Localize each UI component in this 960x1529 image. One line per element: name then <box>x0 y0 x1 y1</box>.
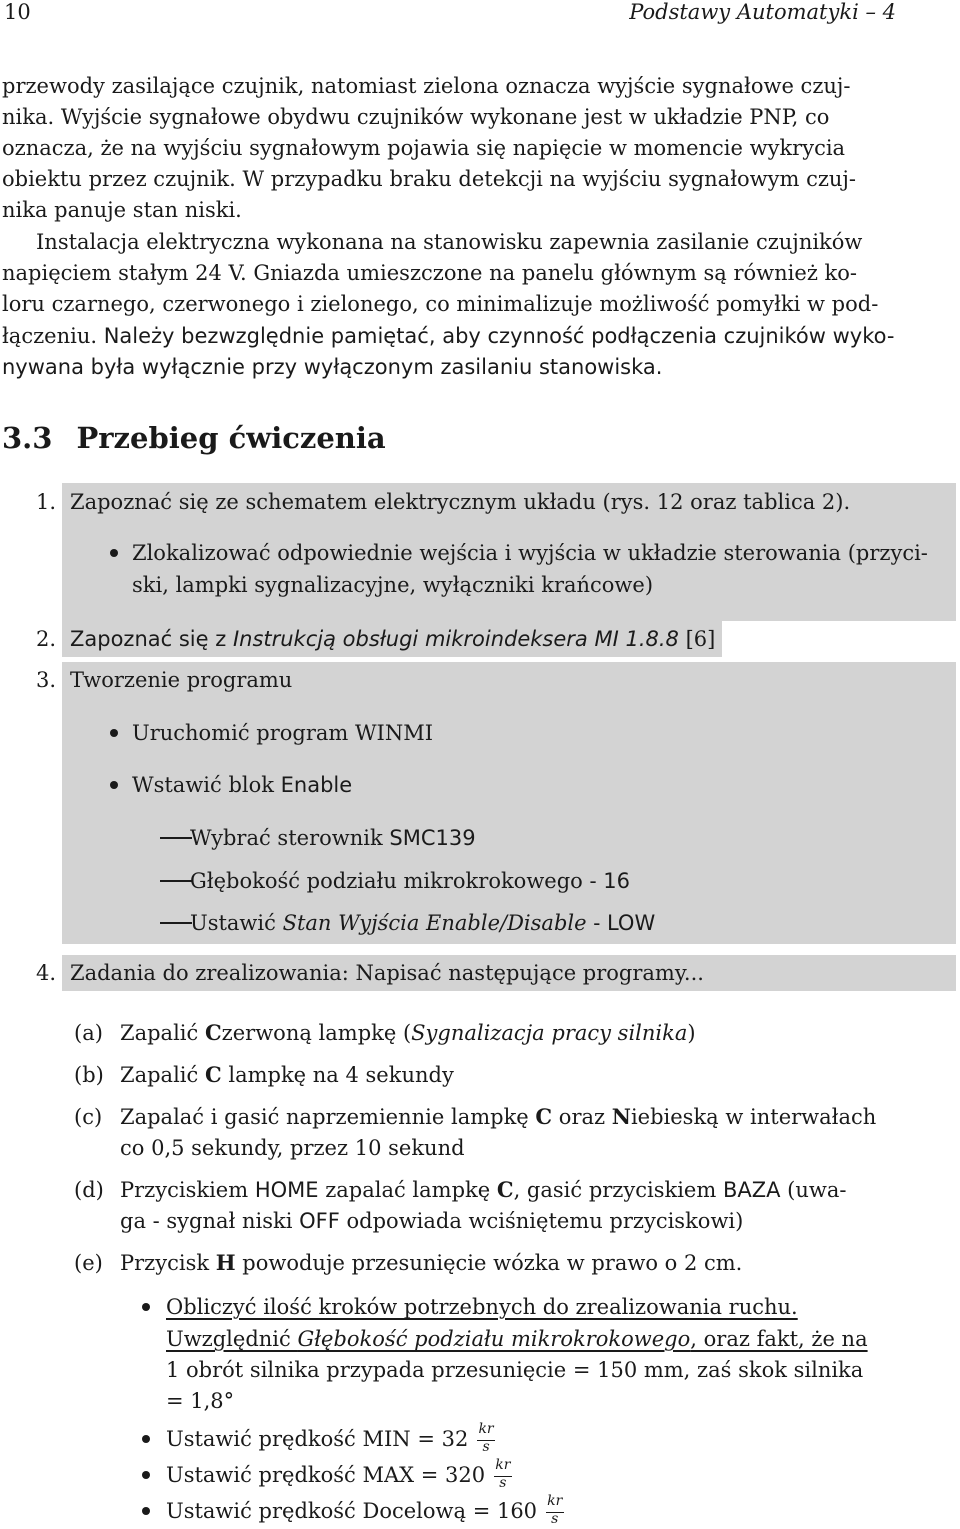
task-a-label: (a) <box>74 1021 103 1045</box>
sub-b1-line2-pre: Uwzględnić <box>166 1327 298 1351</box>
unit-denominator: s <box>551 1511 559 1527</box>
task-c-b2: N <box>611 1104 631 1129</box>
sub-b1-line2-post: , oraz fakt, że na <box>690 1327 868 1351</box>
step-3-number: 3. <box>36 668 57 692</box>
install-line-3: loru czarnego, czerwonego i zielonego, co minimalizuje możliwość pomyłki w pod- <box>2 292 879 316</box>
task-e-text <box>120 1247 742 1279</box>
task-b-text <box>120 1059 454 1091</box>
section-heading <box>2 418 386 458</box>
step-3-dash-3 <box>190 907 655 939</box>
task-d-t3: , gasić przyciskiem <box>513 1178 723 1202</box>
speed-max-text: Ustawić prędkość MAX = 320 <box>166 1463 486 1487</box>
speed-max <box>166 1459 514 1491</box>
task-d-line2-pre: ga - sygnał niski <box>120 1209 300 1233</box>
task-a-t2: zerwoną lampkę ( <box>221 1021 412 1045</box>
step-4-number: 4. <box>36 961 57 985</box>
page-number: 10 <box>4 0 31 24</box>
unit-numerator: kr <box>478 1421 494 1437</box>
controller-name: SMC139 <box>389 826 476 850</box>
step-3-highlight <box>62 662 956 944</box>
task-a-t1: Zapalić <box>120 1021 205 1045</box>
task-a-b1: C <box>204 1020 222 1045</box>
install-line-4-serif: łączeniu. <box>2 324 98 348</box>
step-3-dash-3-text: Ustawić <box>190 911 283 935</box>
step-3-bullet-2-text: Wstawić blok <box>132 773 281 797</box>
install-warning-start: Należy bezwzględnie pamiętać, aby czynność podłączenia czujników wyko- <box>97 324 895 348</box>
button-baza: BAZA <box>722 1178 781 1202</box>
task-d-t1: Przyciskiem <box>120 1178 255 1202</box>
section-title: Przebieg ćwiczenia <box>76 421 386 455</box>
bullet-icon <box>110 729 118 737</box>
step-3-dash-2 <box>190 865 630 897</box>
task-c-t1: Zapalać i gasić naprzemiennie lampkę <box>120 1105 536 1129</box>
microstep-value: 16 <box>603 869 630 893</box>
task-a-italic: Sygnalizacja pracy silnika <box>411 1021 688 1045</box>
task-e-t2: powoduje przesunięcie wózka w prawo o 2 cm. <box>235 1251 743 1275</box>
step-3-dash-2-text: Głębokość podziału mikrokrokowego - <box>190 869 604 893</box>
section-number: 3.3 <box>2 421 53 455</box>
output-state-label: Stan Wyjścia Enable/Disable <box>282 911 587 935</box>
task-d-t4: (uwa- <box>780 1178 847 1202</box>
task-a-text <box>120 1017 696 1049</box>
speed-min <box>166 1423 497 1455</box>
intro-line-3: oznacza, że na wyjściu sygnałowym pojawia się napięcie w momencie wykrycia <box>2 136 846 160</box>
step-3-dash-3-sep: - <box>586 911 607 935</box>
step-1-bullet-line-1: Zlokalizować odpowiednie wejścia i wyjścia w układzie sterowania (przyci- <box>132 541 928 565</box>
bullet-icon <box>142 1435 150 1443</box>
step-1-text: Zapoznać się ze schematem elektrycznym układu (rys. 12 oraz tablica 2). <box>70 490 851 514</box>
task-c-t3: iebieską w interwałach <box>630 1105 877 1129</box>
task-d-line-1 <box>120 1174 846 1206</box>
step-2-number: 2. <box>36 627 57 651</box>
step-3-text: Tworzenie programu <box>70 668 293 692</box>
step-2-manual-title: Instrukcją obsługi mikroindeksera MI 1.8.8 <box>232 627 679 651</box>
intro-line-4: obiektu przez czujnik. W przypadku braku detekcji na wyjściu sygnałowym czuj- <box>2 167 857 191</box>
install-line-4 <box>2 320 894 352</box>
install-line-2: napięciem stałym 24 V. Gniazda umieszczone na panelu głównym są również ko- <box>2 261 858 285</box>
task-d-t2: zapalać lampkę <box>318 1178 497 1202</box>
sub-bullet-1-line-2 <box>166 1323 868 1355</box>
sub-b1-line2-italic: Głębokość podziału mikrokrokowego <box>297 1327 691 1351</box>
signal-off: OFF <box>299 1209 340 1233</box>
bullet-icon <box>110 781 118 789</box>
unit-fraction <box>475 1423 497 1455</box>
intro-line-2: nika. Wyjście sygnałowe obydwu czujników wykonane jest w układzie PNP, co <box>2 105 830 129</box>
task-c-line-1 <box>120 1101 876 1133</box>
running-title: Podstawy Automatyki – 4 <box>629 0 896 24</box>
sub-bullet-1-line-1: Obliczyć ilość kroków potrzebnych do zrealizowania ruchu. <box>166 1295 798 1319</box>
step-3-dash-1-text: Wybrać sterownik <box>190 826 390 850</box>
step-2-citation: [6] <box>678 627 716 651</box>
install-warning-end: nywana była wyłącznie przy wyłączonym zasilaniu stanowiska. <box>2 355 663 379</box>
task-d-b1: C <box>496 1177 514 1202</box>
output-state-value: LOW <box>606 911 656 935</box>
task-a-t3: ) <box>687 1021 696 1045</box>
intro-line-5: nika panuje stan niski. <box>2 198 242 222</box>
task-d-label: (d) <box>74 1178 104 1202</box>
unit-fraction <box>492 1459 514 1491</box>
sub-bullet-1-line-3: 1 obrót silnika przypada przesunięcie = 150 mm, zaś skok silnika <box>166 1358 864 1382</box>
speed-min-text: Ustawić prędkość MIN = 32 <box>166 1427 469 1451</box>
task-c-line-2: co 0,5 sekundy, przez 10 sekund <box>120 1136 465 1160</box>
dash-icon <box>160 880 192 882</box>
step-1-bullet-line-2: ski, lampki sygnalizacyjne, wyłączniki krańcowe) <box>132 573 654 597</box>
unit-fraction <box>544 1495 566 1527</box>
speed-target <box>166 1495 566 1527</box>
task-d-line2-post: odpowiada wciśniętemu przyciskowi) <box>339 1209 744 1233</box>
step-2-pre: Zapoznać się z <box>70 627 233 651</box>
sub-bullet-1-line-4: = 1,8° <box>166 1389 235 1413</box>
task-e-t1: Przycisk <box>120 1251 216 1275</box>
intro-line-1: przewody zasilające czujnik, natomiast zielona oznacza wyjście sygnałowe czuj- <box>2 74 851 98</box>
bullet-icon <box>110 549 118 557</box>
unit-denominator: s <box>499 1475 507 1491</box>
task-b-label: (b) <box>74 1063 104 1087</box>
block-enable: Enable <box>280 773 353 797</box>
step-4-text: Zadania do zrealizowania: Napisać następujące programy... <box>70 961 704 985</box>
task-b-t2: lampkę na 4 sekundy <box>221 1063 454 1087</box>
task-e-label: (e) <box>74 1251 103 1275</box>
bullet-icon <box>142 1303 150 1311</box>
task-b-b1: C <box>204 1062 222 1087</box>
step-2-text <box>70 623 715 655</box>
step-3-dash-1 <box>190 822 476 854</box>
step-3-bullet-2 <box>132 769 352 801</box>
install-line-1: Instalacja elektryczna wykonana na stanowisku zapewnia zasilanie czujników <box>36 230 863 254</box>
task-c-t2: oraz <box>552 1105 612 1129</box>
task-d-line-2 <box>120 1205 743 1237</box>
step-3-bullet-1: Uruchomić program WINMI <box>132 721 434 745</box>
unit-denominator: s <box>482 1439 490 1455</box>
dash-icon <box>160 837 192 839</box>
task-c-b1: C <box>535 1104 553 1129</box>
button-home: HOME <box>254 1178 319 1202</box>
unit-numerator: kr <box>547 1493 563 1509</box>
task-c-label: (c) <box>74 1105 103 1129</box>
dash-icon <box>160 922 192 924</box>
task-b-t1: Zapalić <box>120 1063 205 1087</box>
step-1-number: 1. <box>36 490 57 514</box>
bullet-icon <box>142 1507 150 1515</box>
unit-numerator: kr <box>495 1457 511 1473</box>
speed-target-text: Ustawić prędkość Docelową = 160 <box>166 1499 538 1523</box>
bullet-icon <box>142 1471 150 1479</box>
task-e-b1: H <box>215 1250 236 1275</box>
